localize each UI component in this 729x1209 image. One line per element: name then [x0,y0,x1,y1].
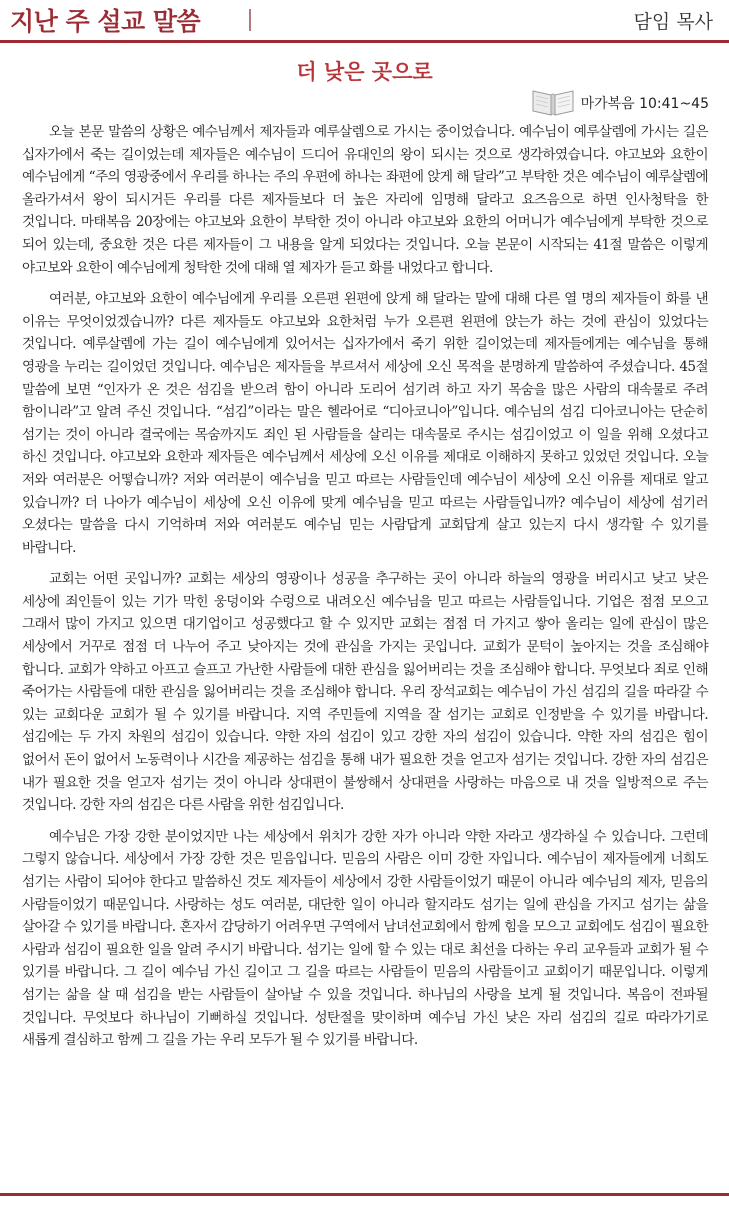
sermon-paragraph-1: 오늘 본문 말씀의 상황은 예수님께서 제자들과 예루살렘으로 가시는 중이었습니다. 예수님이 예루살렘에 가시는 길은 십자가에서 죽는 길이었는데 제자들은 예수님이 드디어 유대인의 왕이 되시는 것으로 생각하였습니다. 야고보와 요한이 예수님에게 “주의 영광중에서 우리를 하나는 주의 우편에 하나는 좌편에 앉게 해 달라”고 부탁한 것은 예수님이 예루살렘에 올라가셔서 왕이 되시거든 우리를 다른 제자들보다 더 높은 자리에 임명해 달라고 요즈음으로 하면 인사청탁을 한 것입니다. 마태복음 20장에는 야고보와 요한이 부탁한 것이 아니라 야고보와 요한의 어머니가 예수님에게 부탁한 것으로 되어 있는데, 중요한 것은 다른 제자들이 그 내용을 알게 되었다는 것입니다. 오늘 본문이 시작되는 41절 말씀은 이렇게 야고보와 요한이 예수님에게 청탁한 것에 대해 열 제자가 듣고 화를 내었다고 합니다. [22,124,708,276]
author-label: 담임 목사 [633,11,713,33]
page-header [0,0,729,40]
sermon-title: 더 낮은 곳으로 [296,60,433,84]
scripture-text: 마가복음 10:41~45 [580,96,709,112]
sermon-body [22,121,708,1061]
sermon-paragraph-4: 예수님은 가장 강한 분이었지만 나는 세상에서 위치가 강한 자가 아니라 약한 자라고 생각하실 수 있습니다. 그런데 그렇지 않습니다. 세상에서 가장 강한 것은 믿음입니다. 믿음의 사람은 이미 강한 자입니다. 예수님이 제자들에게 너희도 섬기는 사람이 되어야 한다고 말씀하신 것도 제자들이 세상에서 강한 사람들이었기 때문이 아니라 예수님의 제자, 믿음의 사람들이었기 때문입니다. 사랑하는 성도 여러분, 대단한 일이 아니라 할지라도 섬기는 일에 관심을 가지고 섬기는 삶을 살아갈 수 있기를 바랍니다. 혼자서 감당하기 어려우면 구역에서 남녀선교회에서 함께 힘을 모으고 교회에도 섬김이 필요한 사람과 섬김이 필요한 일을 알려 주시기 바랍니다. 섬기는 일에 할 수 있는 대로 최선을 다하는 우리 교우들과 교회가 될 수 있기를 바랍니다. 그 길이 예수님 가신 길이고 그 길을 따르는 사람들이 믿음의 사람들이고 교회이기 때문입니다. 이렇게 섬기는 삶을 살 때 섬김을 받는 사람들이 살아날 수 있을 것입니다. 하나님의 사랑을 보게 될 것입니다. 복음이 전파될 것입니다. 무엇보다 하나님이 기뻐하실 것입니다. 성탄절을 맞이하며 예수님 가신 낮은 자리 섬김의 길로 따라가기로 새롭게 결심하고 함께 그 길을 가는 우리 모두가 될 수 있기를 바랍니다. [22,828,708,1049]
top-rule [0,40,729,43]
title-divider [249,9,251,31]
sermon-paragraph-3: 교회는 어떤 곳입니까? 교회는 세상의 영광이나 성공을 추구하는 곳이 아니라 하늘의 영광을 버리시고 낮고 낮은 세상에 죄인들이 있는 기가 막힌 웅덩이와 수렁으로 내려오신 예수님을 믿고 따르는 사람들입니다. 기업은 점점 모으고 그래서 많이 가지고 있으면 대기업이고 성공했다고 할 수 있지만 교회는 점점 더 가지고 쌓아 올리는 일에 관심이 많은 세상에서 거꾸로 점점 더 나누어 주고 낮아지는 것에 관심을 가지는 곳입니다. 교회가 문턱이 높아지는 것을 조심해야 합니다. 교회가 약하고 아프고 슬프고 가난한 사람들에 대한 관심을 잃어버리는 것을 조심해야 합니다. 무엇보다 죄로 인해 죽어가는 사람들에 대한 관심을 잃어버리는 것을 조심해야 합니다. 우리 장석교회는 예수님이 가신 섬김의 길을 따라갈 수 있는 교회다운 교회가 될 수 있기를 바랍니다. 지역 주민들에 지역을 잘 섬기는 교회로 인정받을 수 있기를 바랍니다. 섬김에는 두 가지 차원의 섬김이 있습니다. 약한 자의 섬김이 있고 강한 자의 섬김이 있습니다. 약한 자의 섬김은 힘이 없어서 돈이 없어서 노동력이나 시간을 제공하는 섬김을 통해 내가 필요한 것을 얻고자 섬기는 것입니다. 강한 자의 섬김은 내가 필요한 것을 얻고자 섬기는 것이 아니라 상대편이 불쌍해서 상대편을 사랑하는 마음으로 내 것을 일방적으로 주는 것입니다. 강한 자의 섬김은 다른 사람을 위한 섬김입니다. [22,571,708,814]
section-title: 지난 주 설교 말씀 [10,7,201,36]
open-book-icon [531,89,575,117]
bottom-rule [0,1193,729,1196]
sermon-paragraph-2: 여러분, 야고보와 요한이 예수님에게 우리를 오른편 왼편에 앉게 해 달라는 말에 대해 다른 열 명의 제자들이 화를 낸 이유는 무엇이었겠습니까? 다른 제자들도 야고보와 요한처럼 누가 오른편 왼편에 앉는가 하는 것에 관심이 있었다는 것입니다. 예루살렘에 가는 길이 예수님에게 있어서는 십자가에서 죽기 위한 길이었는데 제자들에게는 예수님을 통해 영광을 누리는 길이었던 것입니다. 예수님은 제자들을 부르셔서 세상에 오신 목적을 분명하게 말씀하여 주셨습니다. 45절 말씀에 보면 “인자가 온 것은 섬김을 받으려 함이 아니라 도리어 섬기려 하고 자기 목숨을 많은 사람의 대속물로 주려 함이니라”고 알려 주신 것입니다. “섬김”이라는 말은 헬라어로 “디아코니아”입니다. 예수님의 섬김 디아코니아는 단순히 섬기는 것이 아니라 결국에는 목숨까지도 죄인 된 사람들을 살리는 대속물로 주시는 섬김이었고 이 일을 위해 오셨다고 하신 것입니다. 야고보와 요한과 제자들은 예수님께서 세상에 오신 이유를 제대로 이해하지 못하고 있었던 것입니다. 오늘 저와 여러분은 어떻습니까? 저와 여러분이 예수님을 믿고 따르는 사람들인데 예수님이 세상에 오신 이유를 제대로 알고 있습니까? 더 나아가 예수님이 세상에 오신 이유에 맞게 예수님을 믿고 따르는 사람들입니까? 예수님이 세상에 섬기러 오셨다는 말씀을 다시 기억하며 저와 여러분도 예수님 믿는 사람답게 교회답게 살고 있는지 다시 생각할 수 있기를 바랍니다. [22,291,708,556]
scripture-reference [531,88,709,118]
